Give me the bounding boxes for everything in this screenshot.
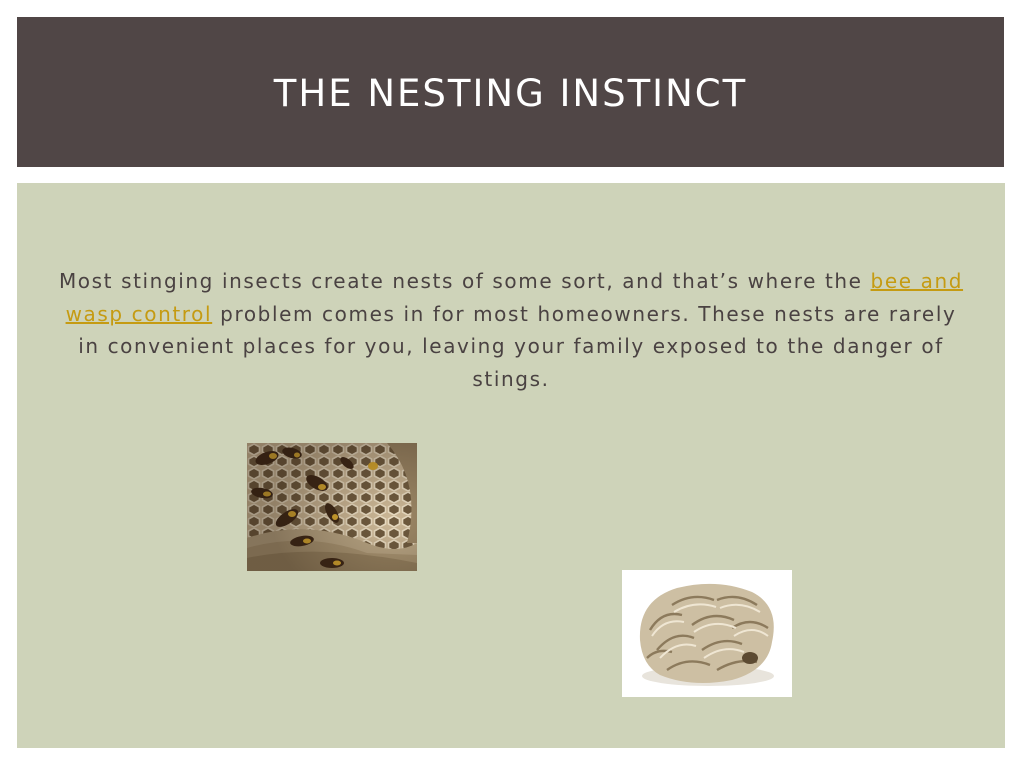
slide-title: THE NESTING INSTINCT xyxy=(273,71,748,115)
title-bar xyxy=(17,17,1004,167)
body-text-before-link: Most stinging insects create nests of some sort, and that’s where the xyxy=(58,269,871,293)
paper-wasp-nest-photo xyxy=(622,570,792,697)
bee-wasp-control-link[interactable]: bee and wasp control xyxy=(65,269,964,326)
body-text-after-link: problem comes in for most homeowners. These nests are rarely in convenient places for you, leaving your family exposed to the danger of stings. xyxy=(78,301,957,391)
body-paragraph xyxy=(51,265,971,395)
content-panel xyxy=(17,183,1005,748)
wasps-on-honeycomb-photo xyxy=(247,443,417,571)
